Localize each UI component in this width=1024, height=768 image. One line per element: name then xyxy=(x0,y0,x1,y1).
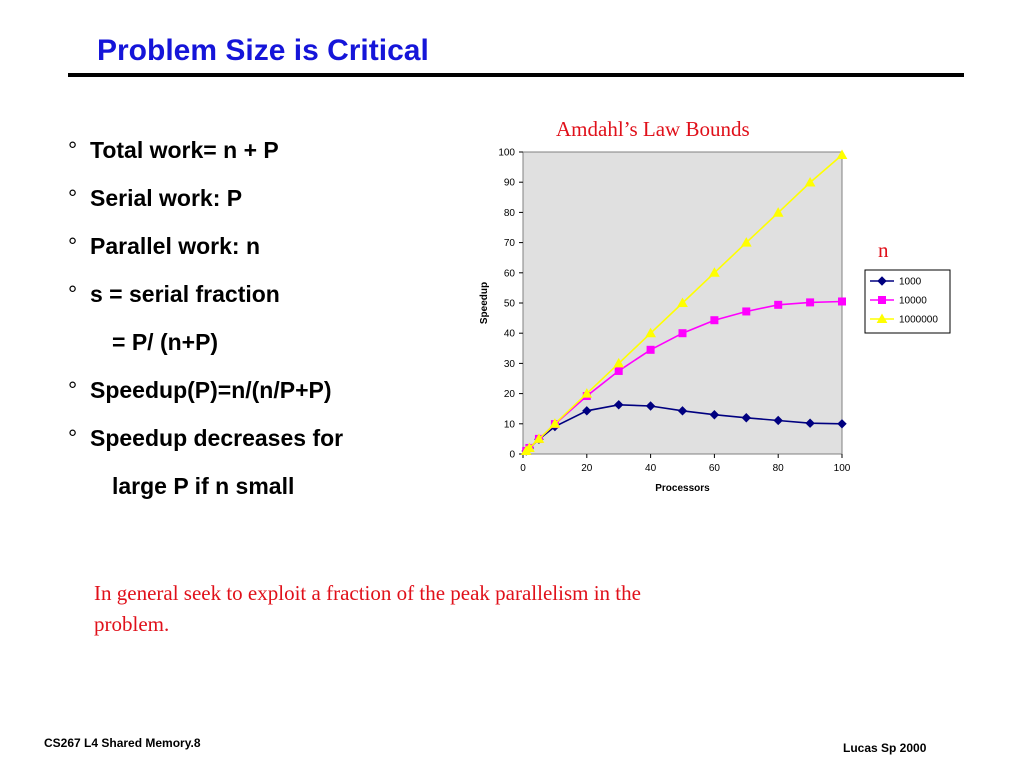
bullet-text: s = serial fraction xyxy=(90,281,280,307)
y-tick-label: 60 xyxy=(503,268,515,280)
data-point-10000 xyxy=(775,301,782,308)
bullet-text: Speedup decreases for xyxy=(90,425,344,451)
x-tick-label: 40 xyxy=(645,463,657,474)
y-tick-label: 0 xyxy=(509,449,515,461)
bullet-item xyxy=(68,373,343,421)
bullet-text: = P/ (n+P) xyxy=(112,329,219,355)
chart-title: Amdahl’s Law Bounds xyxy=(556,117,750,141)
bullet-mark: ° xyxy=(68,377,78,403)
bullet-text: Serial work: P xyxy=(90,185,243,211)
bullet-mark: ° xyxy=(68,233,78,259)
y-tick-label: 80 xyxy=(503,207,515,219)
bullet-text: large P if n small xyxy=(112,473,295,499)
bullet-list xyxy=(68,133,343,517)
data-point-10000 xyxy=(679,330,686,337)
y-tick-label: 50 xyxy=(503,298,515,310)
legend-label: 10000 xyxy=(899,295,927,307)
legend-label: 1000000 xyxy=(899,314,938,326)
title-underline xyxy=(68,73,964,77)
bullet-mark: ° xyxy=(68,425,78,451)
y-tick-label: 90 xyxy=(503,177,515,189)
bullet-item xyxy=(68,421,343,469)
bullet-text: Parallel work: n xyxy=(90,233,261,259)
y-tick-label: 30 xyxy=(503,358,515,370)
bullet-text: Speedup(P)=n/(n/P+P) xyxy=(90,377,332,403)
data-point-10000 xyxy=(743,308,750,315)
y-tick-label: 70 xyxy=(503,238,515,250)
data-point-10000 xyxy=(711,317,718,324)
summary-note: In general seek to exploit a fraction of the peak parallelism in the problem. xyxy=(94,581,641,636)
y-tick-label: 100 xyxy=(498,147,515,159)
bullet-mark: ° xyxy=(68,137,78,163)
data-point-10000 xyxy=(807,299,814,306)
x-tick-label: 60 xyxy=(708,463,720,474)
legend-label: 1000 xyxy=(899,276,922,288)
y-tick-label: 20 xyxy=(503,389,515,401)
y-tick-label: 10 xyxy=(503,419,515,431)
data-point-10000 xyxy=(615,367,622,374)
bullet-item xyxy=(68,469,343,517)
footer-course-label: CS267 L4 Shared Memory.8 xyxy=(44,736,201,750)
bullet-item xyxy=(68,133,343,181)
x-tick-label: 100 xyxy=(833,463,851,474)
x-tick-label: 80 xyxy=(772,463,784,474)
y-tick-label: 40 xyxy=(503,328,515,340)
data-point-10000 xyxy=(647,346,654,353)
bullet-item xyxy=(68,229,343,277)
bullet-item xyxy=(68,181,343,229)
x-tick-label: 20 xyxy=(581,463,593,474)
bullet-mark: ° xyxy=(68,185,78,211)
legend-title: n xyxy=(878,238,889,262)
x-tick-label: 0 xyxy=(520,463,526,474)
bullet-item xyxy=(68,277,343,325)
legend-marker xyxy=(879,297,886,304)
bullet-mark: ° xyxy=(68,281,78,307)
data-point-10000 xyxy=(839,298,846,305)
bullet-text: Total work= n + P xyxy=(90,137,279,163)
slide-title: Problem Size is Critical xyxy=(97,34,429,67)
x-axis-label: Processors xyxy=(655,483,710,494)
y-axis-label: Speedup xyxy=(479,281,490,325)
bullet-item xyxy=(68,325,343,373)
speedup-chart xyxy=(470,140,960,510)
footer-author-label: Lucas Sp 2000 xyxy=(843,741,927,755)
